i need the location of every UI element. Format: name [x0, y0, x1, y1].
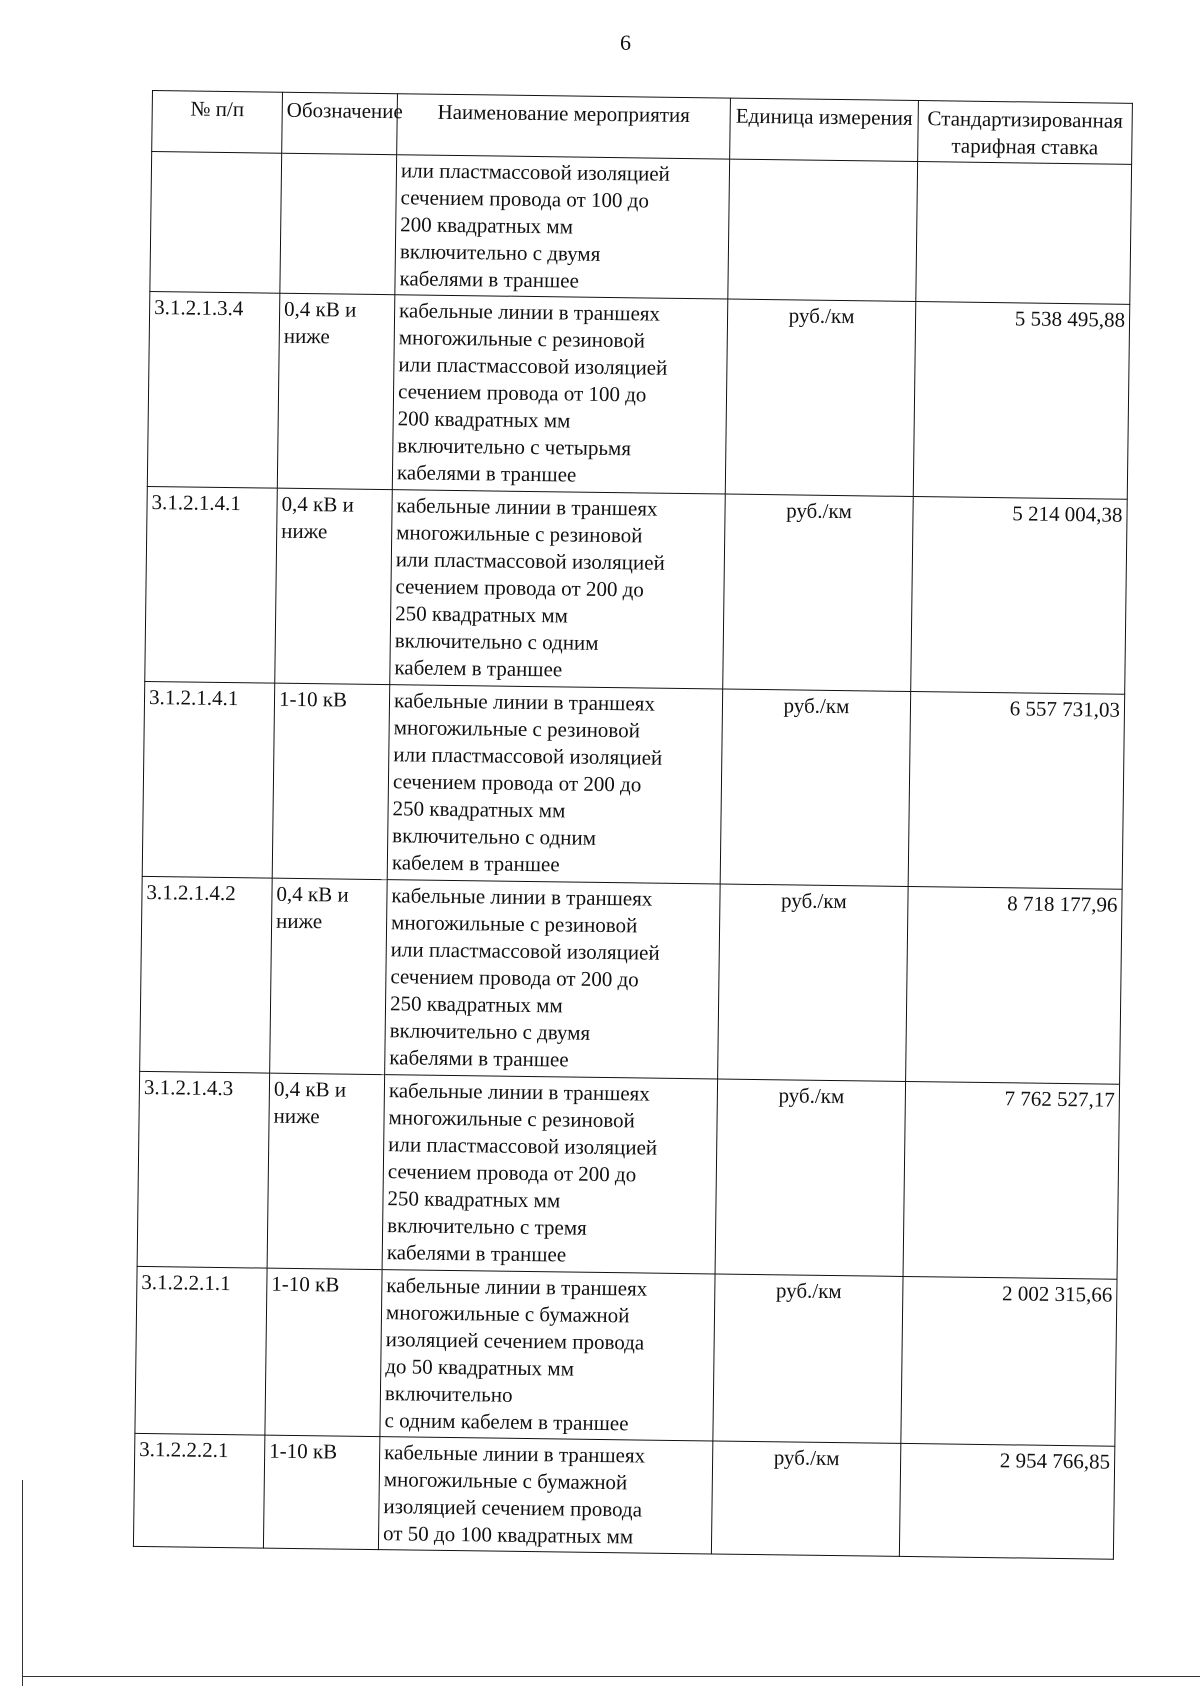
cell-num: 3.1.2.2.1.1	[135, 1266, 267, 1435]
cell-rate: 2 002 315,66	[901, 1276, 1117, 1446]
header-name: Наименование мероприятия	[397, 94, 731, 159]
cell-unit: руб./км	[711, 1441, 900, 1556]
cell-rate: 2 954 766,85	[899, 1443, 1114, 1559]
cell-designation	[280, 153, 397, 294]
scan-edge-left	[22, 1480, 23, 1686]
cell-designation: 0,4 кВ и ниже	[270, 878, 388, 1074]
header-num: № п/п	[152, 91, 283, 154]
scan-edge-bottom	[22, 1676, 1200, 1677]
cell-rate: 6 557 731,03	[908, 691, 1125, 889]
cell-num: 3.1.2.1.4.3	[137, 1071, 270, 1268]
cell-name: кабельные линии в траншеях многожильные с бумажной изоляцией сечением провода от 50 до 100 квадратных мм	[378, 1437, 712, 1554]
cell-rate: 7 762 527,17	[903, 1081, 1120, 1279]
cell-num: 3.1.2.1.3.4	[147, 291, 280, 488]
cell-unit: руб./км	[725, 299, 916, 496]
cell-rate	[916, 162, 1132, 305]
cell-designation: 0,4 кВ и ниже	[275, 488, 393, 684]
cell-rate: 8 718 177,96	[906, 886, 1123, 1084]
cell-designation: 1-10 кВ	[272, 683, 390, 879]
cell-num: 3.1.2.2.2.1	[133, 1433, 264, 1548]
table-row	[135, 1266, 1117, 1446]
cell-unit: руб./км	[713, 1274, 903, 1443]
cell-name: кабельные линии в траншеях многожильные с резиновой или пластмассовой изоляцией сечением провода от 200 до 250 квадратных мм включительно с тремя кабелями в траншее	[382, 1075, 718, 1274]
cell-name: кабельные линии в траншеях многожильные с резиновой или пластмассовой изоляцией сечением провода от 200 до 250 квадратных мм включительно с одним кабелем в траншее	[390, 490, 726, 689]
cell-unit: руб./км	[723, 494, 914, 691]
cell-name: кабельные линии в траншеях многожильные с резиновой или пластмассовой изоляцией сечением провода от 200 до 250 квадратных мм включительно с двумя кабелями в траншее	[385, 880, 721, 1079]
table-row	[145, 486, 1127, 694]
cell-designation: 1-10 кВ	[265, 1268, 382, 1436]
cell-num: 3.1.2.1.4.2	[140, 876, 273, 1073]
table-row	[142, 681, 1124, 889]
table-row	[133, 1433, 1114, 1559]
tariff-table	[133, 90, 1133, 1560]
cell-rate: 5 538 495,88	[913, 302, 1130, 500]
header-rate: Стандартизированная тарифная ставка	[918, 101, 1133, 165]
cell-num	[150, 152, 282, 294]
cell-designation: 0,4 кВ и ниже	[277, 293, 395, 489]
tariff-table-sheet	[133, 90, 1132, 1560]
table-row	[150, 152, 1132, 305]
table-row	[147, 291, 1129, 499]
cell-num: 3.1.2.1.4.1	[142, 681, 275, 878]
header-unit: Единица измерения	[730, 98, 919, 161]
table-row	[140, 876, 1122, 1084]
cell-name: кабельные линии в траншеях многожильные с резиновой или пластмассовой изоляцией сечением провода от 200 до 250 квадратных мм включительно с одним кабелем в траншее	[387, 685, 723, 884]
cell-unit: руб./км	[715, 1079, 906, 1276]
cell-rate: 5 214 004,38	[911, 496, 1128, 694]
page-number: 6	[620, 30, 631, 55]
header-designation: Обозначение	[282, 92, 398, 155]
cell-designation: 0,4 кВ и ниже	[267, 1073, 385, 1269]
cell-name: или пластмассовой изоляцией сечением провода от 100 до 200 квадратных мм включительно с двумя кабелями в траншее	[395, 155, 730, 299]
cell-unit	[728, 159, 918, 301]
table-row	[137, 1071, 1119, 1279]
cell-num: 3.1.2.1.4.1	[145, 486, 278, 683]
cell-unit: руб./км	[718, 884, 909, 1081]
cell-name: кабельные линии в траншеях многожильные с бумажной изоляцией сечением провода до 50 квадратных мм включительно с одним кабелем в траншее	[380, 1270, 715, 1441]
cell-unit: руб./км	[720, 689, 911, 886]
cell-name: кабельные линии в траншеях многожильные с резиновой или пластмассовой изоляцией сечением провода от 100 до 200 квадратных мм включительно с четырьмя кабелями в траншее	[392, 295, 728, 494]
cell-designation: 1-10 кВ	[263, 1435, 379, 1549]
